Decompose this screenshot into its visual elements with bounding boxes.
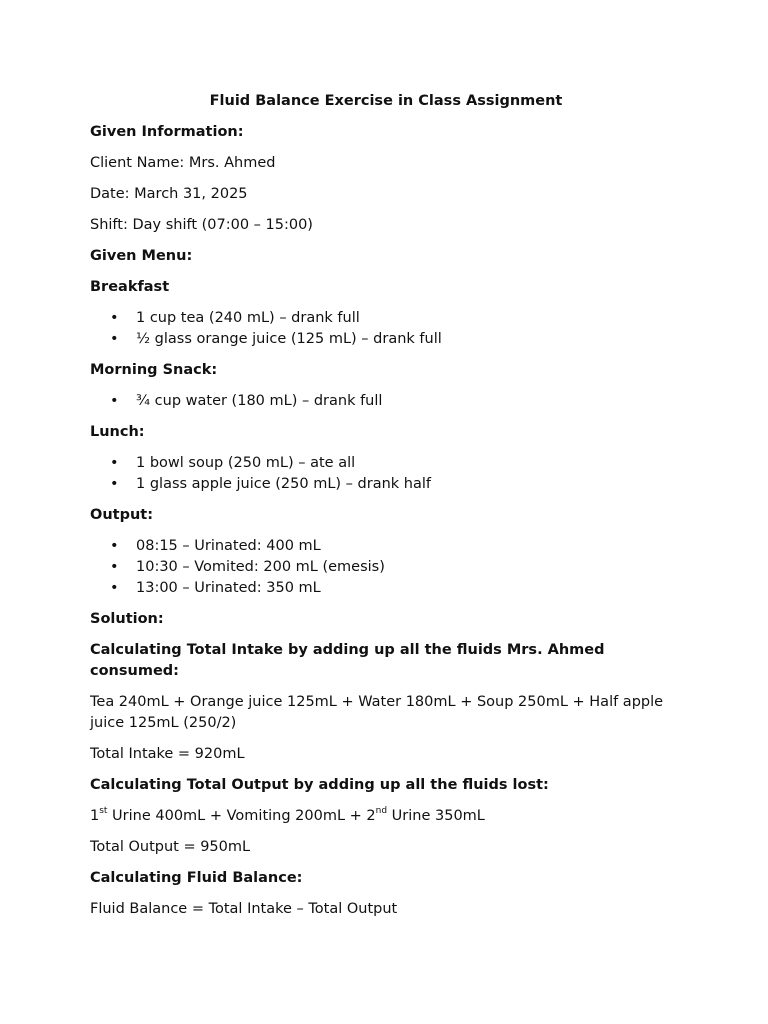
bullet: • bbox=[110, 559, 119, 575]
list-item bbox=[90, 536, 682, 557]
list-item-text: ¾ cup water (180 mL) – drank full bbox=[136, 393, 383, 409]
list-item-text: 08:15 – Urinated: 400 mL bbox=[136, 538, 321, 554]
bullet: • bbox=[110, 310, 119, 326]
bullet: • bbox=[110, 393, 119, 409]
list-item bbox=[90, 391, 682, 412]
list-item bbox=[90, 453, 682, 474]
lunch-heading: Lunch: bbox=[90, 424, 145, 440]
output-calc-heading: Calculating Total Output by adding up all the fluids lost: bbox=[90, 777, 549, 793]
menu-heading: Given Menu: bbox=[90, 248, 193, 264]
list-item bbox=[90, 474, 682, 495]
document-title: Fluid Balance Exercise in Class Assignment bbox=[209, 93, 563, 109]
intake-heading: Calculating Total Intake by adding up all the fluids Mrs. Ahmed consumed: bbox=[90, 642, 605, 679]
date-line: Date: March 31, 2025 bbox=[90, 186, 248, 202]
breakfast-list bbox=[90, 308, 682, 350]
intake-total: Total Intake = 920mL bbox=[90, 746, 245, 762]
given-info-heading: Given Information: bbox=[90, 124, 244, 140]
output-calc-sup2: nd bbox=[375, 806, 388, 817]
morning-snack-heading: Morning Snack: bbox=[90, 362, 218, 378]
list-item-text: 13:00 – Urinated: 350 mL bbox=[136, 580, 321, 596]
output-calc-sup1: st bbox=[99, 806, 108, 817]
shift-line: Shift: Day shift (07:00 – 15:00) bbox=[90, 217, 313, 233]
list-item bbox=[90, 578, 682, 599]
bullet: • bbox=[110, 476, 119, 492]
bullet: • bbox=[110, 455, 119, 471]
list-item-text: 1 bowl soup (250 mL) – ate all bbox=[136, 455, 356, 471]
balance-formula: Fluid Balance = Total Intake – Total Output bbox=[90, 901, 398, 917]
solution-heading: Solution: bbox=[90, 611, 164, 627]
balance-heading: Calculating Fluid Balance: bbox=[90, 870, 303, 886]
output-list bbox=[90, 536, 682, 599]
bullet: • bbox=[110, 580, 119, 596]
breakfast-heading: Breakfast bbox=[90, 279, 170, 295]
output-calculation bbox=[90, 806, 682, 827]
output-calc-part2: Urine 400mL + Vomiting 200mL + 2 bbox=[107, 808, 376, 824]
output-heading: Output: bbox=[90, 507, 154, 523]
list-item-text: 1 cup tea (240 mL) – drank full bbox=[136, 310, 360, 326]
bullet: • bbox=[110, 331, 119, 347]
list-item-text: 10:30 – Vomited: 200 mL (emesis) bbox=[136, 559, 385, 575]
list-item-text: ½ glass orange juice (125 mL) – drank full bbox=[136, 331, 442, 347]
output-total: Total Output = 950mL bbox=[90, 839, 251, 855]
list-item-text: 1 glass apple juice (250 mL) – drank half bbox=[136, 476, 431, 492]
morning-snack-list bbox=[90, 391, 682, 412]
list-item bbox=[90, 329, 682, 350]
client-name: Client Name: Mrs. Ahmed bbox=[90, 155, 276, 171]
lunch-list bbox=[90, 453, 682, 495]
list-item bbox=[90, 308, 682, 329]
output-calc-part1: 1 bbox=[90, 808, 100, 824]
bullet: • bbox=[110, 538, 119, 554]
output-calc-part3: Urine 350mL bbox=[387, 808, 485, 824]
list-item bbox=[90, 557, 682, 578]
document-page bbox=[90, 91, 682, 930]
intake-calculation: Tea 240mL + Orange juice 125mL + Water 180mL + Soup 250mL + Half apple juice 125mL (250/2) bbox=[90, 694, 664, 731]
